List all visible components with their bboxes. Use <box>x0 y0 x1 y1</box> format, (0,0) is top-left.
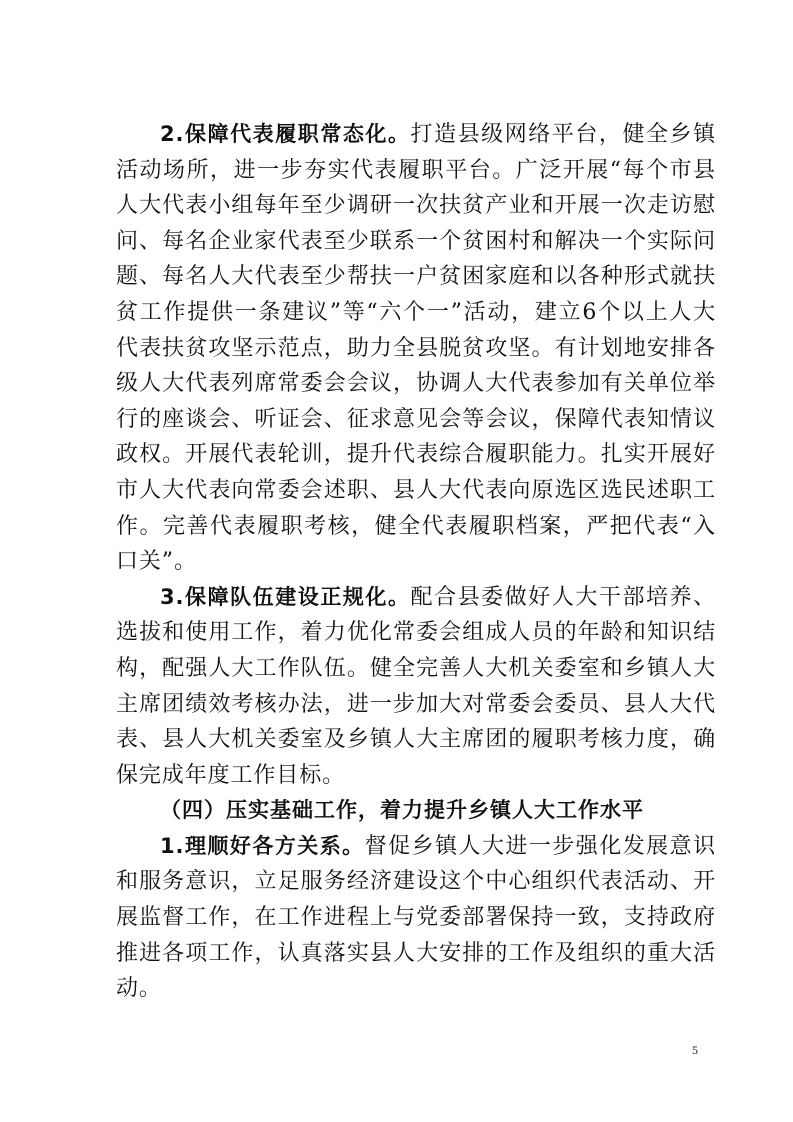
paragraph-representative-duties <box>116 117 716 580</box>
paragraph-lead: 3.保障队伍建设正规化。 <box>160 584 411 609</box>
page-number: 5 <box>692 1043 698 1057</box>
paragraph-lead: 1.理顺好各方关系。 <box>160 833 365 858</box>
paragraph-team-building <box>116 580 716 794</box>
paragraph-relations <box>116 829 716 1007</box>
paragraph-text: 配合县委做好人大干部培养、选拔和使用工作，着力优化常委会组成人员的年龄和知识结构，配强人大工作队伍。健全完善人大机关委室和乡镇人大主席团绩效考核办法，进一步加大对常委会委员、县人大代表、县人大机关委室及乡镇人大主席团的履职考核力度，确保完成年度工作目标。 <box>116 584 717 788</box>
section-heading: （四）压实基础工作，着力提升乡镇人大工作水平 <box>160 798 644 823</box>
document-body <box>116 117 716 1007</box>
paragraph-text: 督促乡镇人大进一步强化发展意识和服务意识，立足服务经济建设这个中心组织代表活动、开展监督工作，在工作进程上与党委部署保持一致，支持政府推进各项工作，认真落实县人大安排的工作及组织的重大活动。 <box>116 833 716 1002</box>
paragraph-lead: 2.保障代表履职常态化。 <box>160 122 411 146</box>
paragraph-text: 打造县级网络平台，健全乡镇活动场所，进一步夯实代表履职平台。广泛开展“每个市县人大代表小组每年至少调研一次扶贫产业和开展一次走访慰问、每名企业家代表至少联系一个贫困村和解决一个实际问题、每名人大代表至少帮扶一户贫困家庭和以各种形式就扶贫工作提供一条建议”等“六个一”活动，建立6个以上人大代表扶贫攻坚示范点，助力全县脱贫攻坚。有计划地安排各级人大代表列席常委会会议，协调人大代表参加有关单位举行的座谈会、听证会、征求意见会等会议，保障代表知情议政权。开展代表轮训，提升代表综合履职能力。扎实开展好市人大代表向常委会述职、县人大代表向原选区选民述职工作。完善代表履职考核，健全代表履职档案，严把代表“入口关”。 <box>116 122 717 575</box>
